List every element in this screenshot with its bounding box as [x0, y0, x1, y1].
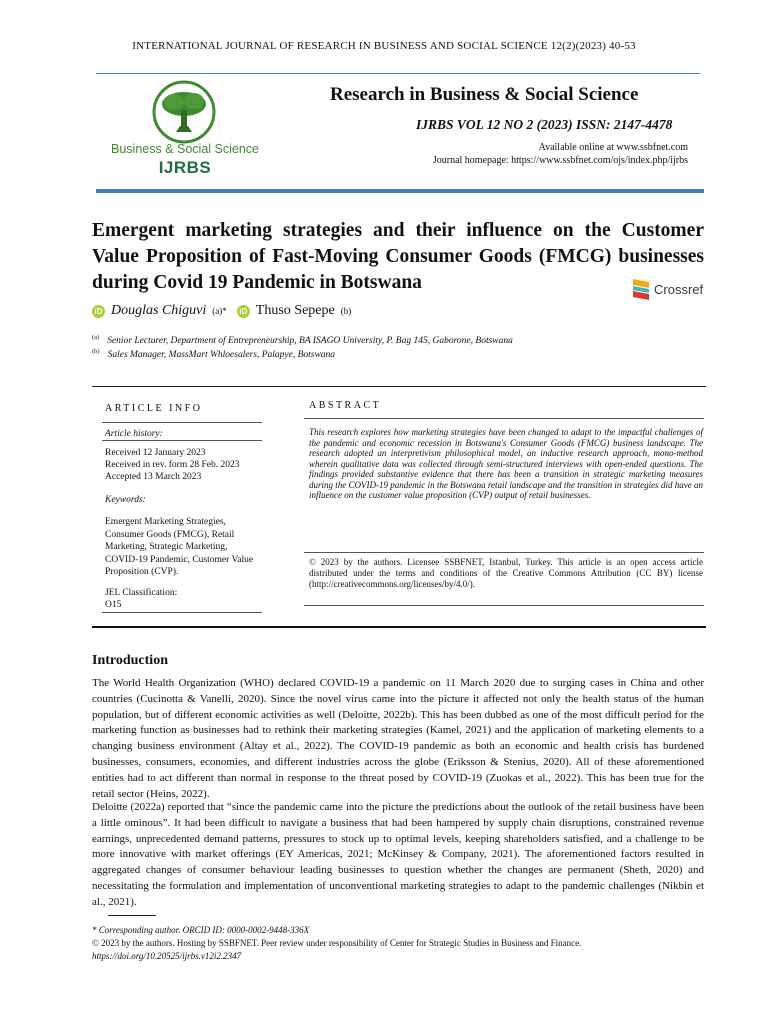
affiliation [92, 348, 335, 360]
author-name: Douglas Chiguvi [111, 303, 207, 318]
article-info-rule [102, 422, 262, 423]
affiliation [92, 334, 513, 346]
article-info-rule [102, 612, 262, 613]
article-info-rule [102, 440, 262, 441]
history-received: Received 12 January 2023 [105, 448, 206, 458]
section-divider [92, 626, 706, 628]
author-list [92, 303, 351, 319]
section-divider [92, 386, 706, 387]
jel-code: O15 [105, 600, 122, 610]
crossref-icon [632, 277, 650, 301]
article-info-heading: ARTICLE INFO [105, 403, 203, 414]
article-title: Emergent marketing strategies and their influence on the Customer Value Proposition of Fast-Moving Consumer Goods (FMCG) businesses during Covid 19 Pandemic in Botswana [92, 220, 704, 293]
affiliation-mark: (a) [92, 334, 100, 341]
abstract-text: This research explores how marketing strategies have been changed to adapt to the impactful challenges of the pandemic and economic recession in Botswana's Consumer Goods (FMCG) business landscape. The research adopted an interpretivism philosophical model, an inductive research approach, mono-method wherein qualitative data was collected through semi-structured interviews with open-ended questions. The findings provided substantive evidence that there has been a transition in strategic marketing measures during the COVID-19 pandemic in the Botswana retail landscape and the transition in strategies did have an influence on the customer value proposition (CVP) output of retail businesses. [309, 427, 703, 500]
abstract-heading: ABSTRACT [309, 400, 382, 411]
doi-link[interactable]: https://doi.org/10.20525/ijrbs.v12i2.2347 [92, 951, 242, 961]
author-mark: (b) [340, 306, 352, 316]
keywords-text: Emergent Marketing Strategies, Consumer Goods (FMCG), Retail Marketing, Strategic Marketing, COVID-19 Pandemic, Customer Value Proposition (CVP). [105, 517, 254, 577]
orcid-icon[interactable]: iD [92, 305, 105, 318]
introduction-paragraph: Deloitte (2022a) reported that “since the pandemic came into the picture the predictions about the outlook of the retail business have been a little ominous”. It had been difficult to navigate a business that had been hampered by supply chain disruptions, constrained revenue earnings, unprecedented demand patterns, pressures to stock up to optimal levels, keeping shareholders satisfied, and a challenge to be more innovative with market offerings (EY Americas, 2021; McKinsey & Company, 2021). The aforementioned factors resulted in aggregated changes of consumer behaviour leading businesses to question whether the changes are permanent (Sheth, 2020) and necessitating the formulation and implementation of unconventional marketing strategies to adapt to the pandemic challenges (Nikbin et al., 2021). [92, 801, 704, 908]
keywords-label: Keywords: [105, 495, 146, 505]
corresponding-author-note: * Corresponding author. ORCID ID: 0000-0002-9448-336X [92, 925, 310, 935]
availability-line: Available online at www.ssbfnet.com [538, 142, 688, 153]
journal-volume-line: IJRBS VOL 12 NO 2 (2023) ISSN: 2147-4478 [416, 117, 673, 132]
orcid-icon[interactable]: iD [237, 305, 250, 318]
author-name: Thuso Sepepe [255, 303, 335, 318]
introduction-heading: Introduction [92, 653, 168, 668]
abstract-rule [304, 552, 704, 553]
history-accepted: Accepted 13 March 2023 [105, 472, 202, 482]
footnote-divider [108, 915, 156, 916]
hosting-note: © 2023 by the authors. Hosting by SSBFNET. Peer review under responsibility of Center for Strategic Studies in Business and Finance. [92, 938, 582, 948]
affiliation-mark: (b) [92, 348, 100, 355]
history-revised: Received in rev. form 28 Feb. 2023 [105, 460, 240, 470]
crossref-label: Crossref [654, 281, 704, 297]
license-text: © 2023 by the authors. Licensee SSBFNET, Istanbul, Turkey. This article is an open access article distributed under the terms and conditions of the Creative Commons Attribution (CC BY) license (http://creativecommons.org/licenses/by/4.0/). [309, 557, 703, 589]
journal-tree-logo [146, 80, 222, 144]
running-header: INTERNATIONAL JOURNAL OF RESEARCH IN BUSINESS AND SOCIAL SCIENCE 12(2)(2023) 40-53 [132, 40, 636, 52]
author-mark: (a)* [212, 306, 227, 316]
masthead-divider [96, 189, 704, 193]
affiliation-text: Senior Lecturer, Department of Entrepreneurship, BA ISAGO University, P. Bag 145, Gaborone, Botswana [107, 336, 513, 347]
journal-name: Research in Business & Social Science [330, 84, 639, 105]
journal-homepage-link[interactable]: Journal homepage: https://www.ssbfnet.com/ojs/index.php/ijrbs [432, 155, 688, 166]
article-history-label: Article history: [105, 429, 163, 439]
introduction-paragraph: The World Health Organization (WHO) declared COVID-19 a pandemic on 11 March 2020 due to surging cases in China and other countries (Cucinotta & Vanelli, 2020). Since the novel virus came into the picture it affected not only the health status of the human population, but of different economic activities as well (Deloitte, 2022b). This has been dubbed as one of the most difficult period for the marketing function as businesses had to rethink their marketing strategies (Kamel, 2021) and the application of marketing elements to a changing business environment (Altay et al., 2022). The COVID-19 pandemic as both an economic and health crisis has burdened businesses, consumers, economies, and different industries across the globe (Eriksson & Stenius, 2020). All of these aforementioned entities had to act different than normal in response to the threat posed by COVID-19 (Zuokas et al., 2022). This has been true for the retail sector (Heins, 2022). [92, 677, 704, 800]
jel-label: JEL Classification: [105, 588, 178, 598]
logo-caption: Business & Social Science [111, 142, 259, 156]
abstract-rule [304, 418, 704, 419]
abstract-rule [304, 605, 704, 606]
crossref-badge[interactable] [632, 277, 703, 301]
logo-acronym: IJRBS [158, 158, 212, 177]
affiliation-text: Sales Manager, MassMart Whloesalers, Palapye, Botswana [107, 350, 336, 361]
header-divider [96, 73, 700, 74]
